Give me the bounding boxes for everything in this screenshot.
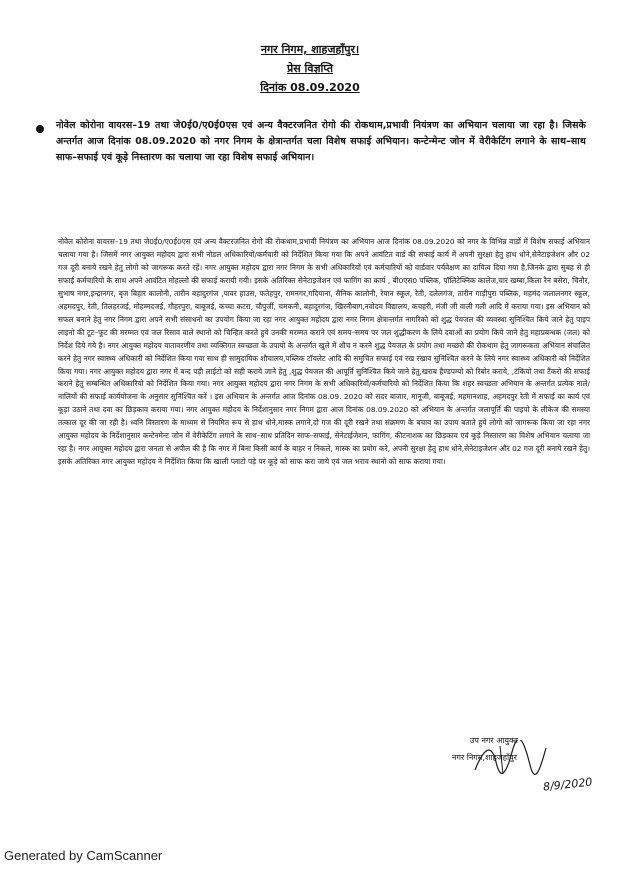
org-name: नगर निगम, शाहजहाँपुर। <box>260 43 360 56</box>
release-date: दिनांक 08.09.2020 <box>260 81 360 94</box>
release-title: प्रेस विज्ञप्ति <box>286 62 334 75</box>
signature-scribble-icon <box>470 740 550 780</box>
handwritten-date: 8/9/2020 <box>542 775 593 794</box>
scanner-watermark: Generated by CamScanner <box>4 848 163 863</box>
signatory-office: नगर निगम,शाहजहाँपुर <box>452 753 517 762</box>
summary-paragraph: नोवेल कोरोना वायरस–19 तथा जे0ई0/ए0ई0एस एवं अन्य वैक्टरजनित रोगो की रोकथाम,प्रभावी नियंत्रण का अभियान चलाया जा रहा है। जिसके अन्तर्गत आज दिनांक 08.09.2020 को नगर निगम के क्षेत्रान्तर्गत चला विशेष सफाई अभियान। कन्टेन्मेन्ट जोन में वेरीकेटिंग लगाने के साथ–साथ साफ–सफाई एवं कूड़े निस्तारण का चलाया जा रहा विशेष सफाई अभियान। <box>56 120 586 163</box>
signatory-title: उप नगर आयुक्त <box>470 736 518 745</box>
document-header <box>0 40 620 97</box>
bullet-icon <box>36 125 44 133</box>
body-paragraph: नोवेल कोरोना वायरस–19 तथा जे0ई0/ए0ई0एस एवं अन्य वैक्टरजनित रोगो की रोकथाम,प्रभावी नियंत्रण का अभियान आज दिनांक 08.09.2020 को नगर के विभिन्न वार्डो में विशेष सफाई अभियान चलाया गया है। जिसमें नगर आयुक्त महोदय द्वारा सभी नोडल अधिकारियों/कर्मचारी को निर्देशित किया गया कि अपने आवंटित वार्ड की सफाई कार्य में अपनी सुरक्षा हेतु हाथ धोने,सेनेटाइजेशन और 02 गज दूरी बनाये रखने हेतु लोगो को जागरूक करते रहें। नगर आयुक्त महोदय द्वारा नगर निगम के सभी अधिकारियों एवं कर्मचारियों को वार्डवार पर्यवेक्षण का दायित्व दिया गया है,जिनके द्वारा सुबह से ही सफाई कर्मचारियो के साथ अपने आवंटित मोहल्लो की सफाई करायी गयी। इसके अतिरिक्त सेनेटाइजेशन एवं फागिंग का कार्य , बी0एस0 पब्लिक, पॉलिटेक्निक कालेज,चार खम्बा,किला रैन बसेरा, चिनौर, सुभाष नगर,इन्द्रानगर, बृज बिहार कालोनी, तारीन बहादुरगंज ,पावर हाउस, फतेहपुर, रामनगर,गदियाना, सैनिक कालोनी, रेयान स्कूल, रेती, दलेलगंज, तारीन गाड़ीपुरा पब्लिक, महमंद जलालनगर स्कूल, अहमदपुर, रेती, तिलहरजई, मोहम्मदजई, गौहरपुरा, बाबूजई, कच्चा कटरा, चौपुर्जी, चमकनी, बहादुरगंज, खिरनीबाग,नवोदय विद्यालय, कचहरी, मंजी जी वाली गली आदि में कराया गया। इस अभियान को सफल बनाने हेतु नगर निगम द्वारा अपने सभी संसाधनो का उपयोग किया जा रहा नगर आयुक्त महोदय द्वारा नगर निगम क्षेत्रान्तर्गत नागरिको को शुद्ध पेयजल की व्यवस्था सुनिश्चित किये जाने हेतु पाइप लाइनो की टूट–फूट की मरम्मत एवं जल रिसाव वाले स्थानो को चिन्हित करते हुये उनकी मरम्मत कराने एवं समय–समय पर जल शुद्धीकरण के लिये दवाओं का प्रयोग किये जाने हेतु महाप्रबन्धक (जल) को निर्देश दिये गये है। नगर आयुक्त महोदय वातावरणीय तथा व्यक्तिगत स्वच्छता के उपायो के अन्तर्गत खुले में शौच न करने शुद्ध पेयजल के प्रयोग तथा मच्छरो की रोकथाम हेतु जागरूकता अभियान संचालित करने हेतु नगर स्वास्थ्य अधिकारी को निर्देशित किया गया साथ ही सामुदायिक शौचालय,पब्लिक टॉयलेट आदि की समुचित सफाई एवं रख रखाव सुनिश्चित करने के लिये नगर स्वास्थ्य अधिकारी को निर्देशित किया गया। नगर आयुक्त महोदय द्वारा नगर में बन्द पड़ी लाईटो को सही कराये जाने हेतु ,शुद्ध पेयजल की आपूर्ति सुनिश्चित किये जाने हेतु,खराब हैण्डपम्पो को रिबोर कराये, ,टंकियो तथा टैंकरो की सफाई कराने हेतु सम्बन्धित अधिकारियो को निर्देशित किया गया। नगर आयुक्त महोदय द्वारा नगर निगम के सभी अधिकारियों/कर्मचारियो को निर्देशित किया कि शहर स्वच्छता अभियान के अन्तर्गत प्रत्येक नाले/नालियों की सफाई कार्ययोजना के अनुसार सुनिश्चित करें । इस अभियान के अन्तर्गत आज दिनांक 08.09. 2020 को सदर बाजार, मानूजी, बाबूजई, महमानशाह, अहमदपुर रेती में सफाई का कार्य एवं कूड़ा उठाने तथा दवा का छिड़काव कराया गया। नगर आयुक्त महोदय के निर्देशानुसार नगर निगम द्वारा आज दिनांक 08.09.2020 को अभियान के अन्तर्गत जलापूर्ति की पाइपो के लीकेज की समस्या तत्काल दूर की जा रही है। ध्वनि विस्तारण के माध्यम से नियमित रूप से हाथ धोने,मास्क लगाने,दो गज की दूरी रखने तथा संक्रमण के बचाव का उपाय बताते हुये लोगो को जागरूक किया जा रहा नगर आयुक्त महोदय के निर्देशानुसार कन्टेनमेन्ट जोन में वेरीकेटिंग लगाने के साथ–साथ प्रतिदिन साफ–सफाई, सेनेटाईजेशन, फागिंग, कीटनाशक का छिड़काव एवं कूड़े निस्तारण का विशेष अभियान चलाया जा रहा है। नगर आयुक्त महोदय द्वारा जनता से अपील की है कि नगर में बिना किसी कार्य के बाहर न निकले, मास्क का प्रयोग करे, अपनी सुरक्षा हेतु हाथ धोने,सेनेटाइजेशन और 02 गज दूरी बनाये रखने हेतु। इसके अतिरिक्त नगर आयुक्त महोदय ने निर्देशित किया कि खाली प्लाटो पड़े पर कूड़े को साफ करा जाये एवं जल भराव स्थानो को साफ कराया गया। <box>58 237 590 467</box>
